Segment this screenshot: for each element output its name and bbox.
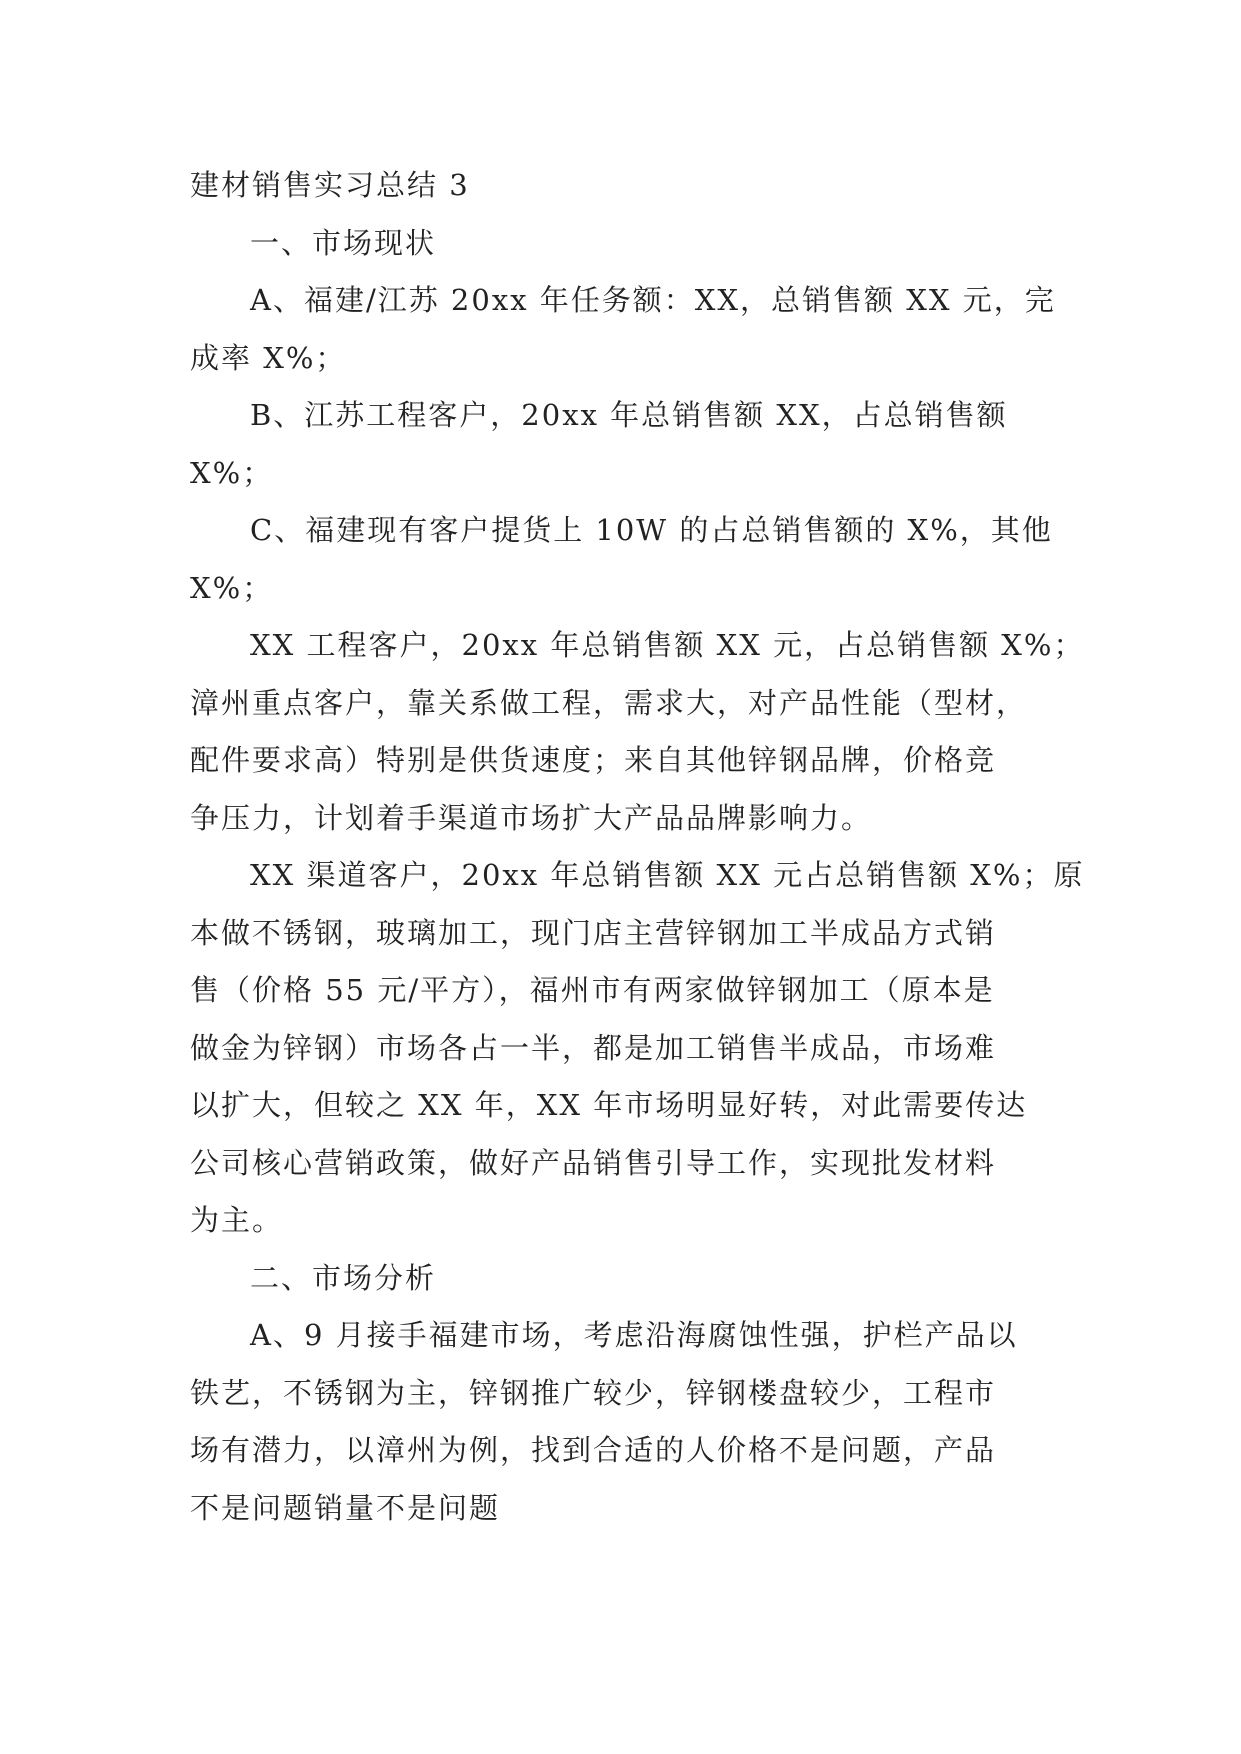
document-line: 做金为锌钢）市场各占一半，都是加工销售半成品，市场难 [190, 1030, 997, 1065]
document-line: 不是问题销量不是问题 [190, 1490, 501, 1525]
document-line: 场有潜力，以漳州为例，找到合适的人价格不是问题，产品 [190, 1433, 997, 1467]
document-line: X%； [190, 570, 274, 605]
document-lines [190, 215, 1085, 1538]
document-line: 铁艺，不锈钢为主，锌钢推广较少，锌钢楼盘较少，工程市 [190, 1375, 997, 1410]
document-line: XX 渠道客户，20xx 年总销售额 XX 元占总销售额 X%；原 [250, 858, 1085, 892]
document-line: 公司核心营销政策，做好产品销售引导工作，实现批发材料 [190, 1145, 997, 1180]
document-line: 为主。 [190, 1203, 284, 1237]
document-line: 本做不锈钢，玻璃加工，现门店主营锌钢加工半成品方式销 [190, 915, 997, 950]
document-line: B、江苏工程客户，20xx 年总销售额 XX，占总销售额 [250, 398, 1008, 432]
document-line: 配件要求高）特别是供货速度；来自其他锌钢品牌，价格竞 [190, 743, 997, 777]
document-line: 以扩大，但较之 XX 年，XX 年市场明显好转，对此需要传达 [190, 1088, 1028, 1122]
document-title: 建材销售实习总结 3 [190, 168, 470, 202]
document-line: 售（价格 55 元/平方），福州市有两家做锌钢加工（原本是 [190, 973, 995, 1007]
document-line: X%； [190, 455, 274, 490]
document-line: 漳州重点客户，靠关系做工程，需求大，对产品性能（型材， [190, 685, 1028, 720]
document-line: A、福建/江苏 20xx 年任务额：XX，总销售额 XX 元，完 [250, 283, 1056, 317]
document-line: 二、市场分析 [250, 1260, 437, 1295]
document-line: 成率 X%； [190, 340, 347, 375]
document-line: 一、市场现状 [250, 225, 437, 260]
document-line: A、9 月接手福建市场，考虑沿海腐蚀性强，护栏产品以 [250, 1318, 1018, 1352]
document-line: XX 工程客户，20xx 年总销售额 XX 元，占总销售额 X%； [250, 628, 1085, 662]
document-body [190, 157, 1085, 1537]
document-line: 争压力，计划着手渠道市场扩大产品品牌影响力。 [190, 800, 873, 835]
document-line: C、福建现有客户提货上 10W 的占总销售额的 X%，其他 [250, 513, 1053, 547]
